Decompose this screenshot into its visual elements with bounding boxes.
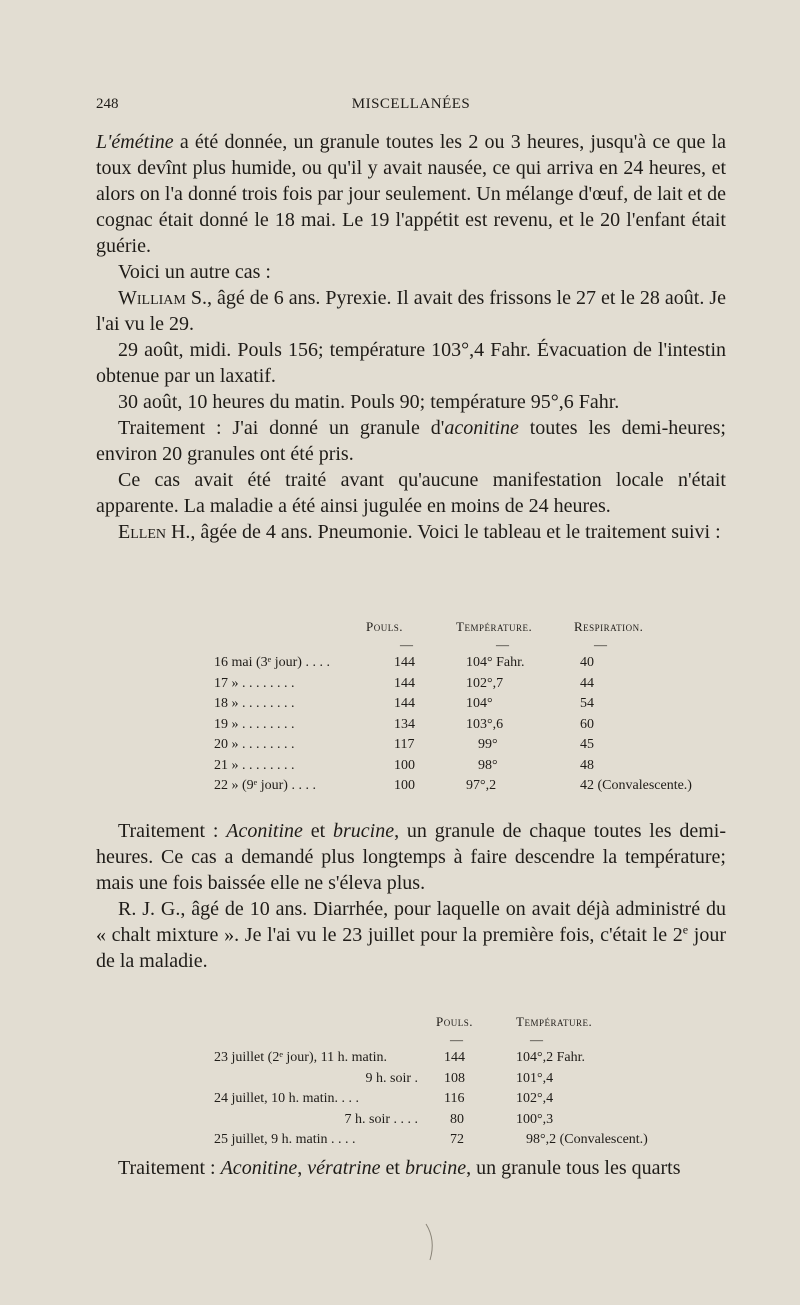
paragraph-text: , un granule de chaque toutes les demi-heures. Ce cas a demandé plus longtemps à faire descendre la température; mais une fois baissée elle ne s'éleva plus. bbox=[96, 820, 726, 894]
col-header-pouls: Pouls. bbox=[436, 1014, 473, 1029]
paragraph-text: Traitement : bbox=[118, 1157, 221, 1179]
paragraph-text: et bbox=[380, 1157, 405, 1179]
paragraph-traitement-1 bbox=[96, 415, 726, 467]
paragraph-ce-cas: Ce cas avait été traité avant qu'aucune manifestation locale n'était apparente. La maladie a été ainsi jugulée en moins de 24 heures. bbox=[96, 469, 726, 517]
table-header-row bbox=[214, 1012, 696, 1032]
table-row: 7 h. soir . . . . 80 100°,3 bbox=[344, 1111, 554, 1127]
middle-text-block bbox=[96, 818, 726, 974]
table-row: 25 juillet, 9 h. matin . . . . 72 98°,2 (Convalescent.) bbox=[214, 1132, 648, 1148]
running-title: MISCELLANÉES bbox=[351, 96, 471, 112]
dash: — bbox=[530, 1032, 543, 1047]
paragraph-william bbox=[96, 285, 726, 337]
paragraph-rjg bbox=[96, 896, 726, 974]
table-row: 21 » . . . . . . . . 100 98° 48 bbox=[214, 757, 594, 773]
table-dash-row bbox=[214, 637, 750, 653]
paragraph-text: R. J. G., âgé de 10 ans. Diarrhée, pour laquelle on avait déjà administré du « chalt mixture ». Je l'ai vu le 23 juillet pour la première fois, c'était le 2 bbox=[96, 898, 726, 946]
col-header-temperature: Température. bbox=[516, 1014, 593, 1029]
emphasis-brucine: brucine bbox=[404, 1157, 467, 1179]
page-number: 248 bbox=[96, 96, 119, 112]
paragraph-emetine bbox=[96, 129, 726, 259]
paragraph-text: toutes les demi-heures; environ 20 granules ont été pris. bbox=[96, 417, 726, 465]
paragraph-text: , un granule tous les quarts bbox=[466, 1157, 681, 1179]
table-dash-row bbox=[214, 1032, 696, 1048]
emphasis-aconitine: aconitine bbox=[444, 417, 519, 439]
paragraph-text: jour de la maladie. bbox=[96, 924, 727, 972]
paragraph-text: S., âgé de 6 ans. Pyrexie. Il avait des frissons le 27 et le 28 août. Je l'ai vu le 29. bbox=[96, 287, 726, 335]
table-row: 24 juillet, 10 h. matin. . . . 116 102°,4 bbox=[214, 1091, 554, 1107]
table-row: 19 » . . . . . . . . 134 103°,6 60 bbox=[214, 716, 594, 732]
table-row: 17 » . . . . . . . . 144 102°,7 44 bbox=[214, 675, 594, 691]
dash: — bbox=[594, 637, 607, 652]
table-row: 9 h. soir . 108 101°,4 bbox=[365, 1070, 554, 1086]
table-row: 18 » . . . . . . . . 144 104° 54 bbox=[214, 696, 594, 712]
paragraph-text: a été donnée, un granule toutes les 2 ou 3 heures, jusqu'à ce que la toux devînt plus humide, ou qu'il y avait nausée, ce qui arriva en 24 heures, et alors on l'a donné trois fois par jour seulement. Un mélange d'œuf, de lait et de cognac était donné le 18 mai. Le 19 l'appétit est revenu, et le 20 l'enfant était guérie. bbox=[96, 131, 726, 257]
paragraph-text: Traitement : bbox=[118, 820, 227, 842]
emphasis-brucine: brucine bbox=[332, 820, 395, 842]
paragraph-30-aout: 30 août, 10 heures du matin. Pouls 90; température 95°,6 Fahr. bbox=[118, 391, 620, 413]
emphasis-veratrine: vératrine bbox=[307, 1157, 381, 1179]
paragraph-traitement-2 bbox=[96, 818, 726, 896]
dash: — bbox=[400, 637, 413, 652]
patient-name: Ellen bbox=[118, 521, 166, 543]
page-header bbox=[96, 96, 726, 118]
patient-name: William bbox=[118, 287, 186, 309]
paragraph-text: et bbox=[302, 820, 333, 842]
table-header-row bbox=[214, 617, 750, 637]
dash: — bbox=[450, 1032, 463, 1047]
table-row: 16 mai (3ᵉ jour) . . . . 144 104° Fahr. 40 bbox=[214, 655, 594, 671]
paragraph-text: Traitement : J'ai donné un granule d' bbox=[118, 417, 445, 439]
col-header-temperature: Température. bbox=[456, 619, 533, 634]
emphasis-emetine: L'émétine bbox=[96, 131, 174, 153]
table-row: 23 juillet (2ᵉ jour), 11 h. matin. 144 104°,2 Fahr. bbox=[214, 1050, 585, 1066]
scan-artifact-mark bbox=[424, 1222, 438, 1262]
top-text-block bbox=[96, 129, 726, 545]
paragraph-text: H., âgée de 4 ans. Pneumonie. Voici le tableau et le traitement suivi : bbox=[165, 521, 721, 543]
col-header-pouls: Pouls. bbox=[366, 619, 403, 634]
paragraph-29-aout: 29 août, midi. Pouls 156; température 103°,4 Fahr. Évacuation de l'intestin obtenue par un laxatif. bbox=[96, 339, 726, 387]
table-ellen bbox=[214, 617, 750, 797]
col-header-respiration: Respiration. bbox=[574, 619, 644, 634]
paragraph-ellen bbox=[96, 519, 726, 545]
paragraph-other-case: Voici un autre cas : bbox=[118, 261, 271, 283]
superscript: e bbox=[682, 922, 689, 937]
table-row: 20 » . . . . . . . . 117 99° 45 bbox=[214, 737, 594, 753]
paragraph-traitement-3 bbox=[96, 1155, 726, 1181]
bottom-text-block bbox=[96, 1155, 726, 1181]
emphasis-aconitine: Aconitine bbox=[226, 820, 303, 842]
table-row: 22 » (9ᵉ jour) . . . . 100 97°,2 42 (Convalescente.) bbox=[214, 778, 692, 794]
dash: — bbox=[496, 637, 509, 652]
table-rjg bbox=[214, 1012, 696, 1151]
emphasis-aconitine: Aconitine bbox=[220, 1157, 298, 1179]
paragraph-text: , bbox=[297, 1157, 308, 1179]
